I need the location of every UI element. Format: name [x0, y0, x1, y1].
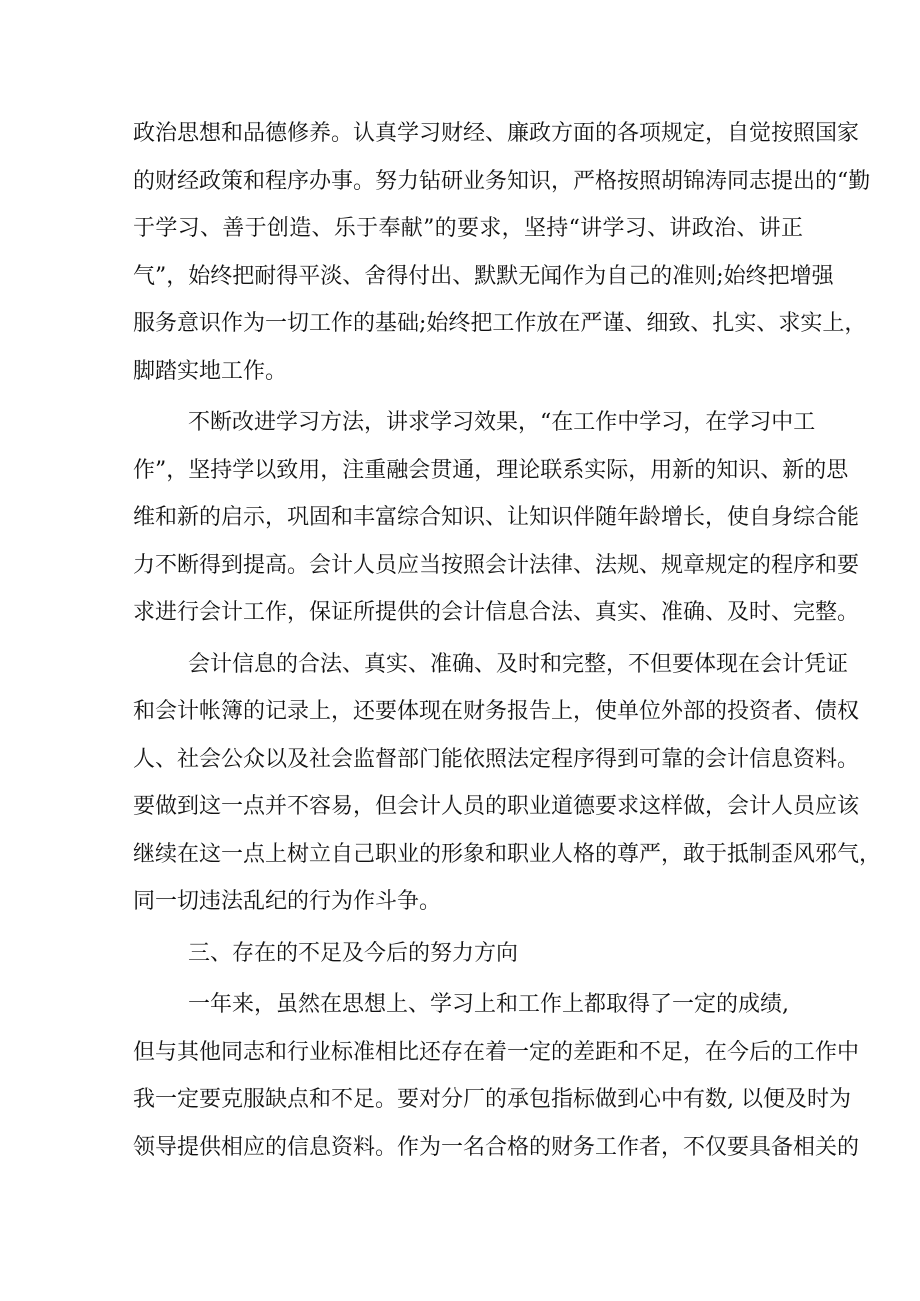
text-line: 但与其他同志和行业标准相比还存在着一定的差距和不足，在今后的工作中 — [133, 1039, 860, 1065]
text-line: 会计信息的合法、真实、准确、及时和完整，不但要体现在会计凭证 — [188, 651, 849, 677]
text-line: 政治思想和品德修养。认真学习财经、廉政方面的各项规定，自觉按照国家 — [133, 121, 860, 146]
text-line: 作”，坚持学以致用，注重融会贯通，理论联系实际，用新的知识、新的思 — [133, 457, 849, 483]
heading-line: 三、存在的不足及今后的努力方向 — [188, 940, 519, 966]
text-line: 要做到这一点并不容易，但会计人员的职业道德要求这样做，会计人员应该 — [133, 794, 860, 819]
text-line: 同一切违法乱纪的行为作斗争。 — [133, 889, 442, 914]
body-text — [133, 110, 882, 1171]
text-line: 和会计帐簿的记录上，还要体现在财务报告上，使单位外部的投资者、债权 — [133, 699, 860, 724]
text-line: 服务意识作为一切工作的基础;始终把工作放在严谨、细致、扎实、求实上， — [133, 311, 867, 336]
paragraph-4 — [133, 981, 860, 1171]
text-line: 的财经政策和程序办事。努力钻研业务知识，严格按照胡锦涛同志提出的“勤 — [133, 168, 871, 194]
section-heading — [133, 930, 803, 978]
text-line: 继续在这一点上树立自己职业的形象和职业人格的尊严，敢于抵制歪风邪气， — [133, 841, 882, 867]
paragraph-1 — [133, 110, 871, 395]
text-line: 力不断得到提高。会计人员应当按照会计法律、法规、规章规定的程序和要 — [133, 552, 860, 578]
text-line: 不断改进学习方法，讲求学习效果，“在工作中学习，在学习中工 — [188, 410, 816, 435]
text-line: 人、社会公众以及社会监督部门能依照法定程序得到可靠的会计信息资料。 — [133, 746, 860, 772]
text-line: 维和新的启示，巩固和丰富综合知识、让知识伴随年龄增长，使自身综合能 — [133, 505, 860, 530]
text-line: 一年来，虽然在思想上、学习上和工作上都取得了一定的成绩, — [188, 992, 789, 1017]
paragraph-3 — [133, 641, 882, 926]
text-line: 我一定要克服缺点和不足。要对分厂的承包指标做到心中有数, 以便及时为 — [133, 1087, 851, 1112]
text-line: 于学习、善于创造、乐于奉献”的要求，坚持“讲学习、讲政治、讲正 — [133, 216, 803, 241]
text-line: 气”，始终把耐得平淡、舍得付出、默默无闻作为自己的准则;始终把增强 — [133, 263, 834, 289]
paragraph-2 — [133, 399, 860, 637]
text-line: 求进行会计工作，保证所提供的会计信息合法、真实、准确、及时、完整。 — [133, 600, 860, 625]
text-line: 脚踏实地工作。 — [133, 358, 288, 384]
text-line: 领导提供相应的信息资料。作为一名合格的财务工作者，不仅要具备相关的 — [133, 1134, 860, 1160]
